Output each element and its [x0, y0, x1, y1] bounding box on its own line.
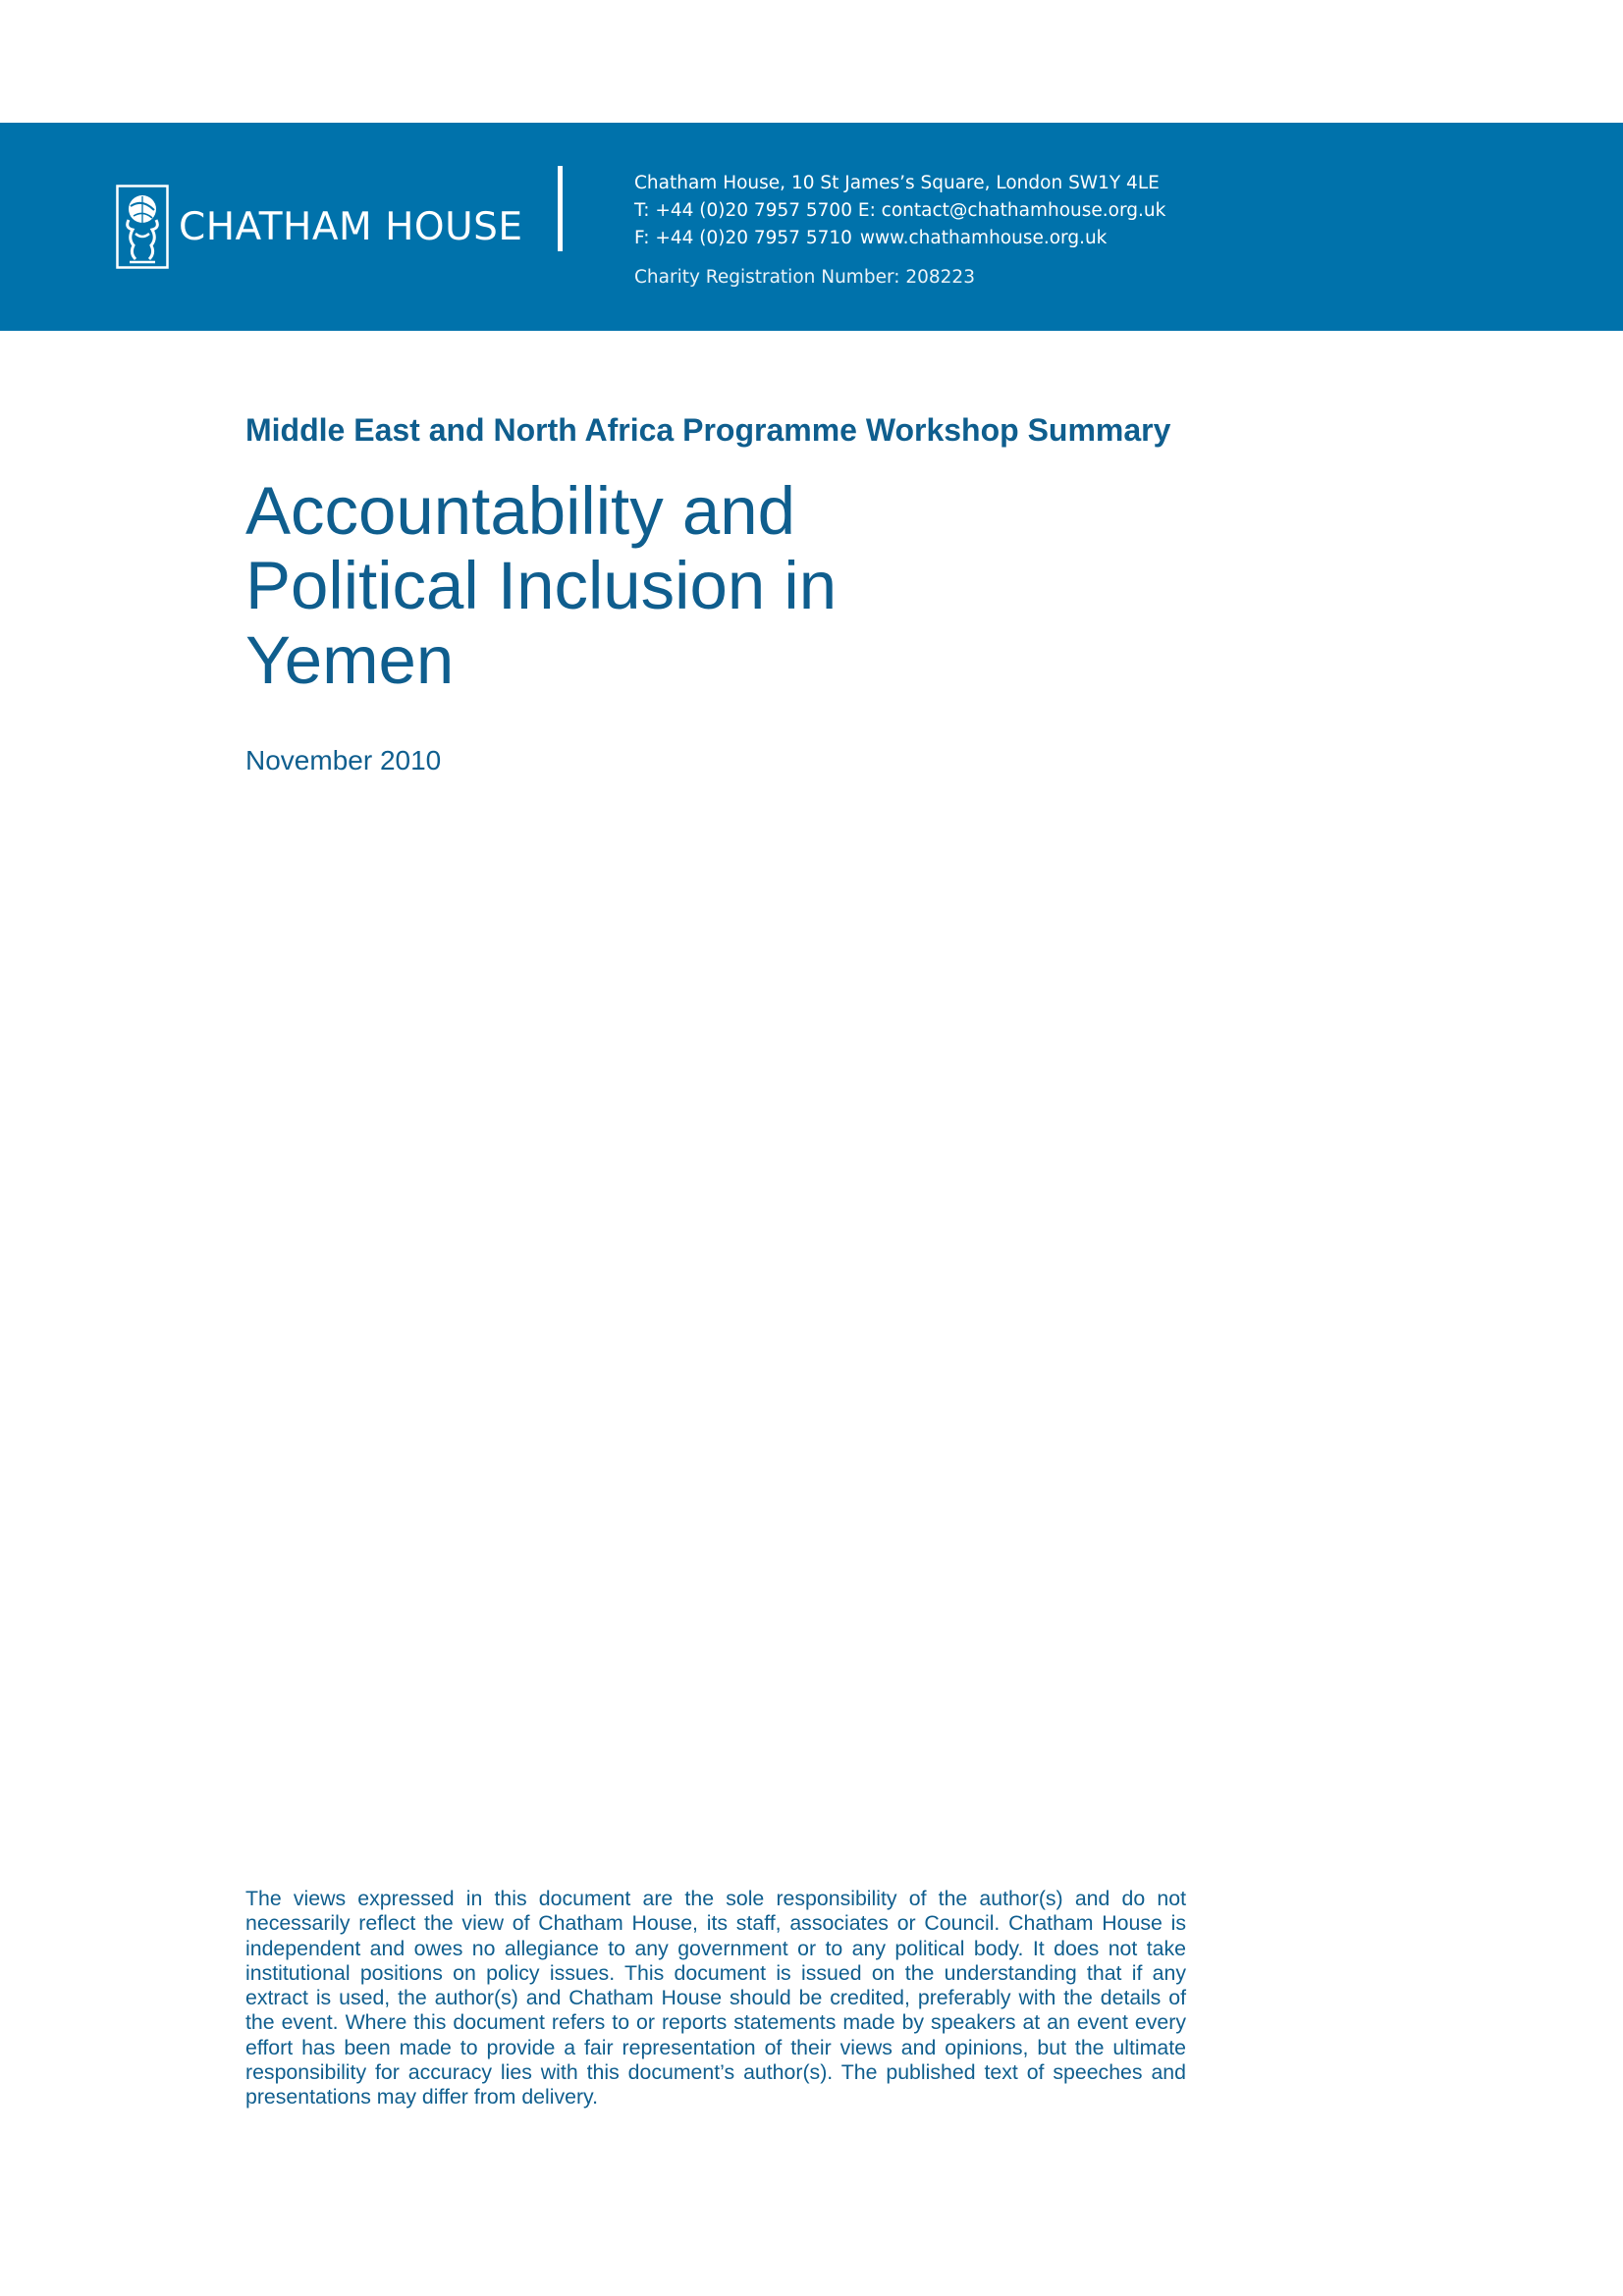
address-line — [634, 170, 1165, 197]
disclaimer-text: The views expressed in this document are the sole responsibility of the author(s) and do not necessarily reflect the view of Chatham House, its staff, associates or Council. Chatham House is independent and owes no allegiance to any government or to any political body. It does not take institutional positions on policy issues. This document is issued on the understanding that if any extract is used, the author(s) and Chatham House should be credited, preferably with the details of the event. Where this document refers to or reports statements made by speakers at an event every effort has been made to provide a fair representation of their views and opinions, but the ultimate responsibility for accuracy lies with this document’s author(s). The published text of speeches and presentations may differ from delivery. — [245, 1887, 1186, 2109]
atlas-globe-icon — [116, 185, 169, 269]
fax: F: +44 (0)20 7957 5710 — [634, 228, 852, 248]
title-line: Political Inclusion in — [245, 548, 838, 623]
contact-block — [634, 170, 1165, 292]
org-name: Chatham House, — [634, 173, 786, 193]
phone: T: +44 (0)20 7957 5700 — [634, 200, 852, 221]
address: 10 St James’s Square, London SW1Y 4LE — [790, 173, 1160, 193]
title-line: Accountability and — [245, 473, 796, 549]
phone-line — [634, 197, 1165, 225]
website-link[interactable]: www.chathamhouse.org.uk — [859, 228, 1108, 248]
document-title — [245, 474, 933, 698]
header-banner — [0, 123, 1623, 331]
logo-wordmark: CHATHAM HOUSE — [179, 204, 523, 249]
fax-line — [634, 225, 1165, 252]
title-line: Yemen — [245, 622, 455, 698]
document-date: November 2010 — [245, 745, 442, 775]
chatham-house-logo — [116, 185, 523, 269]
email: E: contact@chathamhouse.org.uk — [857, 200, 1166, 221]
charity-number: Charity Registration Number: 208223 — [634, 267, 975, 288]
programme-heading: Middle East and North Africa Programme Workshop Summary — [245, 412, 1171, 448]
cover-content — [245, 412, 1188, 776]
header-divider — [558, 166, 563, 251]
